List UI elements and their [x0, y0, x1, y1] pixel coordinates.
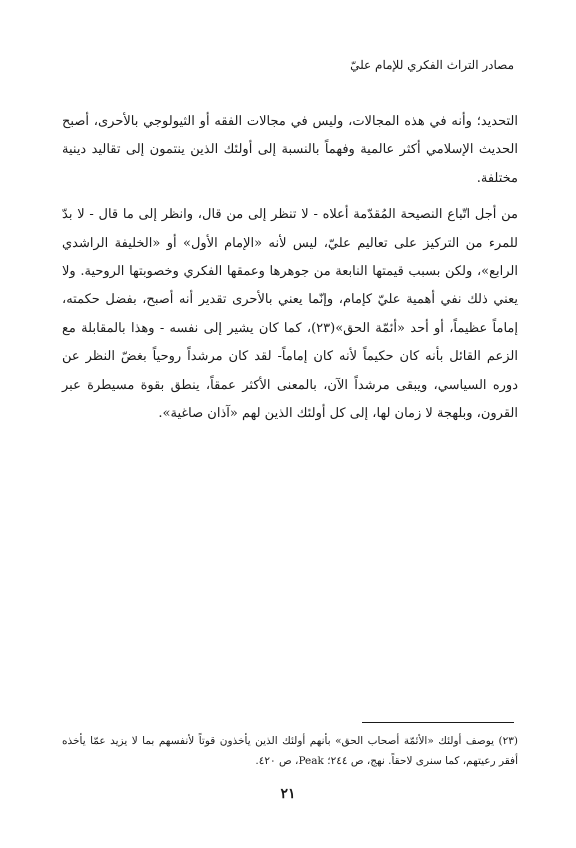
- footnote-divider: [362, 722, 514, 723]
- page-number: ٢١: [280, 786, 296, 802]
- footnote-text: (٢٣) يوصف أولئك «الأئمّة أصحاب الحق» بأنهم أولئك الذين يأخذون قوتاً لأنفسهم بما لا يزيد عمّا يأخذه أفقر رعيتهم، كما سنرى لاحقاً. نهج، ص ٢٤٤؛ Peak، ص ٤٢٠.: [62, 735, 518, 767]
- running-head: مصادر التراث الفكري للإمام عليّ: [350, 58, 514, 72]
- paragraph: التحديد؛ وأنه في هذه المجالات، وليس في مجالات الفقه أو الثيولوجي بالأحرى، أصبح الحديث الإسلامي أكثر عالمية وفهماً بالنسبة إلى أولئك الذين ينتمون إلى تقاليد دينية مختلفة.: [62, 114, 518, 186]
- main-text: [62, 108, 518, 428]
- footnote: [62, 731, 518, 771]
- paragraph: من أجل اتّباع النصيحة المُقدّمة أعلاه - لا تنظر إلى من قال، وانظر إلى ما قال - لا بدّ للمرء من التركيز على تعاليم عليّ، ليس لأنه «الإمام الأول» أو «الخليفة الراشدي الرابع»، ولكن بسبب قيمتها النابعة من جوهرها وعمقها الفكري وخصوبتها الروحية. ولا يعني ذلك نفي أهمية عليّ كإمام، وإنّما يعني بالأحرى تقدير أنه أصبح، بفضل حكمته، إماماً عظيماً، أو أحد «أئمّة الحق»(٢٣)، كما كان يشير إلى نفسه - وهذا بالمقابلة مع الزعم القائل بأنه كان حكيماً لأنه كان إماماً- لقد كان مرشداً روحياً بغضّ النظر عن دوره السياسي، ويبقى مرشداً الآن، بالمعنى الأكثر عمقاً، ينطق بقوة مسيطرة عبر القرون، وبلهجة لا زمان لها، إلى كل أولئك الذين لهم «آذان صاغية».: [62, 207, 518, 422]
